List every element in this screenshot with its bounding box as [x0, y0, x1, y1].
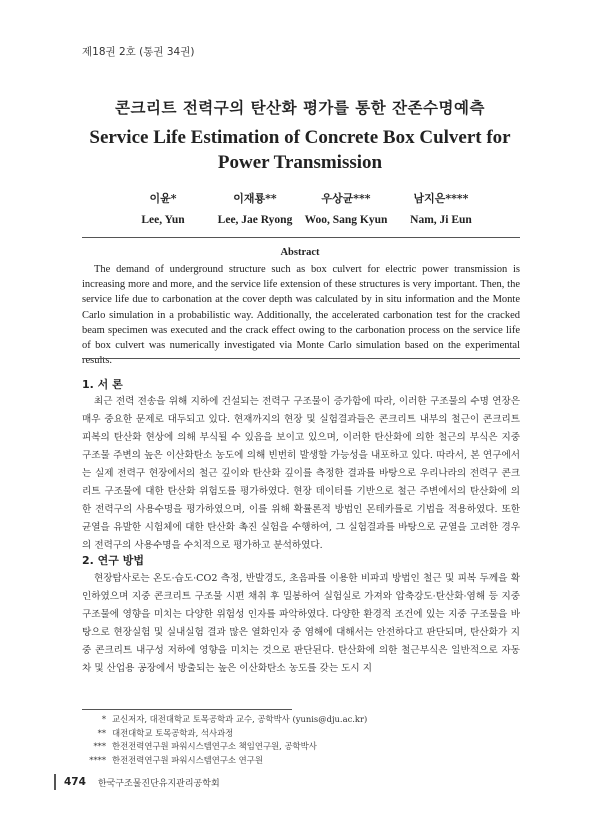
abstract-top-rule [82, 237, 520, 238]
abstract-heading: Abstract [280, 247, 320, 258]
footnote-rule [82, 709, 292, 710]
footnote-text: 대전대학교 토목공학과, 석사과정 [112, 727, 234, 738]
section-introduction-text: 최근 전력 전송을 위해 지하에 건설되는 전력구 구조물이 증가함에 따라, 이러한 구조물의 수명 연장은 매우 중요한 문제로 대두되고 있다. 현재까지의 현장 및 실험결과들은 콘크리트 내부의 철근이 콘크리트 피복의 탄산화 현상에 의해 부식될 수 있음을 보이고 있으며, 이러한 탄산화에 의한 철근의 부식은 지중 구조물 주변의 높은 이산화탄소 농도에 의해 빈번히 발생할 가능성을 내포하고 있다. 따라서, 본 연구에서는 실제 전력구 현장에서의 철근 깊이와 탄산화 깊이를 측정한 결과를 바탕으로 우리나라의 전력구 콘크리트 구조물에 대한 탄산화 위험도를 평가하였다. 현장 데이터를 기반으로 철근 주변에서의 탄산화에 의한 전력구의 사용수명을 평가하였으며, 이를 위해 확률론적 방법인 몬테카를로 기법을 적용하였다. 또한 균열을 유발한 시험체에 대한 탄산화 촉진 실험을 수행하여, 그 실험결과를 바탕으로 균열을 고려한 경우의 전력구의 사용수명을 수치적으로 평가하고 분석하였다. [82, 396, 520, 551]
footnote [86, 740, 367, 754]
author-3 [291, 190, 401, 226]
author-name-english: Nam, Ji Eun [410, 214, 472, 226]
footnote-text: 한전전력연구원 파워시스템연구소 연구원 [112, 754, 263, 765]
section-heading-method: 2. 연구 방법 [82, 554, 144, 567]
section-heading-introduction: 1. 서 론 [82, 378, 123, 391]
section-method-text: 현장탐사로는 온도·습도·CO2 측정, 반발경도, 초음파를 이용한 비파괴 방법인 철근 및 피복 두께을 확인하였으며 지중 콘크리트 구조물 시편 채취 후 밀봉하여 실험실로 가져와 압축강도·탄산화·염해 등 지중 구조물에 영향을 미치는 다양한 위험성 인자를 파악하였다. 다양한 환경적 조건에 있는 지중 구조물을 바탕으로 현장실험 및 실내실험 결과 많은 열화인자 중 염해에 대해서는 안전하다고 판단되며, 탄산화가 지중 콘크리트 내구성 저하에 영향을 미치는 것으로 판단된다. 탄산화에 의한 철근부식은 일반적으로 자동차 및 산업용 공장에서 방출되는 높은 이산화탄소 농도를 갖는 도시 지 [82, 573, 520, 674]
abstract-text: The demand of underground structure such as box culvert for electric power transmission is increasing more and more, and the service life extension of these structures is very important. Then, the service life due to carbonation at the cover depth was calculated by in situ information and the Monte Carlo simulation in a probabilistic way. Additionally, the accelerated carbonation test for the cracked beam specimen was executed and the crack effect owing to the carbonation process on the service life of box culvert was numerically investigated via Monte Carlo simulation based on the experimental results. [82, 264, 520, 367]
footnote-mark: * [101, 714, 106, 724]
footer-journal-name: 한국구조물진단유지관리공학회 [97, 778, 220, 789]
author-name-korean: 이재룡** [233, 192, 277, 205]
journal-volume-info: 제18권 2호 (통권 34권) [82, 46, 195, 58]
page-footer [54, 773, 220, 791]
footer-divider [54, 774, 56, 790]
author-name-korean: 우상균*** [321, 192, 371, 205]
footnote [86, 754, 367, 768]
author-name-english: Lee, Yun [141, 214, 185, 226]
footnote [86, 713, 367, 727]
author-name-korean: 남지은**** [413, 192, 469, 205]
korean-title: 콘크리트 전력구의 탄산화 평가를 통한 잔존수명예측 [115, 98, 485, 117]
author-4 [386, 190, 496, 226]
footnote-mark: *** [93, 741, 106, 751]
english-title-line-1: Service Life Estimation of Concrete Box Culvert for [89, 127, 511, 148]
footnote [86, 727, 367, 741]
page-number: 474 [64, 776, 86, 788]
footnote-text: 교신저자, 대전대학교 토목공학과 교수, 공학박사 (yunis@dju.ac.kr) [112, 714, 368, 724]
footnote-mark: ** [97, 727, 106, 738]
footnote-text: 한전전력연구원 파워시스템연구소 책임연구원, 공학박사 [112, 741, 317, 751]
english-title [60, 125, 540, 175]
footnote-mark: **** [89, 754, 106, 765]
author-name-korean: 이윤* [149, 192, 177, 205]
abstract-bottom-rule [82, 358, 520, 359]
author-name-english: Woo, Sang Kyun [304, 214, 388, 226]
english-title-line-2: Power Transmission [217, 152, 383, 173]
author-name-english: Lee, Jae Ryong [217, 214, 293, 226]
footnotes [86, 713, 367, 767]
